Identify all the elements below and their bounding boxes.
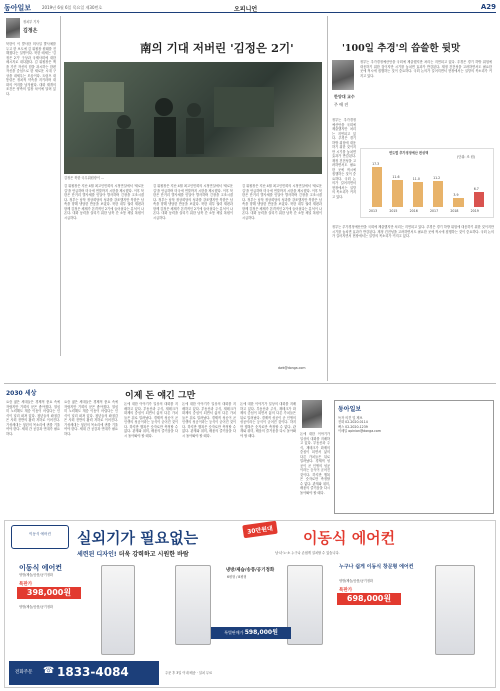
ad-model-1-unit xyxy=(101,565,135,655)
chart-data-label: 3.9 xyxy=(453,192,459,197)
lower-left-label: 2030 세상 xyxy=(6,390,37,397)
budget-chart xyxy=(360,148,494,218)
ad-phone-icon: ☎ xyxy=(43,666,55,676)
info-line-1: 독자 의견 및 제보 xyxy=(338,416,363,420)
chart-data-label: 11.0 xyxy=(412,176,420,181)
chart-bar xyxy=(474,192,484,207)
left-column-text: 북한이 이 발사한 미사일 발사체를 두고 한 보도에 김 위원장 원래를 전해졌다는 설명이다. 북한 매체는 '김정은 2기' 구상과 국제사회에 대한 메시지로 내다봤다. 김 위원장은 핵을 가진 자신의 힘을 과시하는 한편 자신을 중심으로 한 새로운 시대 구상을 내세우는 모습이다. 트럼프 대통령은 정치적 약속을 지키라며 대화의 여지를 남겨뒀다. 대화 재개의 조건은 양측의 입장 차이에 달려 있다. xyxy=(6,42,56,96)
ad-model-3-label: 특판가 xyxy=(339,588,353,593)
lower-column-photo xyxy=(302,400,322,428)
ad-model-2-label: 특별판매가 xyxy=(224,630,244,635)
right-column-text-b: 정부는 추가경정예산안을 국회에 제출했지만 처리는 지연되고 있다. 추경은 경기 하방 위험에 대응하기 위한 것이지만 시기를 놓치면 효과가 반감된다. 재정 건전성을 고려하면서도 필요한 곳에 적시에 집행하는 것이 중요하다. 국회 논의가 길어지면서 현장에서는 실망의 목소리가 커지고 있다. xyxy=(332,118,356,199)
chart-bar xyxy=(433,181,443,207)
ad-call-label: 전화주문 xyxy=(15,670,33,675)
lower-headline: 이제 돈 얘긴 그만 xyxy=(125,391,196,401)
chart-bar xyxy=(453,198,463,207)
ad-model-1-label: 특판가 xyxy=(19,582,33,587)
main-photo-caption: 김정은 북한 국무위원장이 ... xyxy=(64,176,104,180)
chart-tick-label: 2019 xyxy=(470,209,479,213)
paper-logo: 동아일보 xyxy=(4,4,32,12)
ad-model-3 xyxy=(335,561,493,659)
ad-model-2-price-row xyxy=(211,627,291,639)
info-line-3: 팩스 02-2020-1239 xyxy=(338,424,368,429)
ad-model-2-name: 냉방/제습/송풍/공기정화 xyxy=(225,568,275,573)
ad-model-2-price: 598,000원 xyxy=(244,629,278,636)
page-number: A29 xyxy=(480,3,496,11)
aircon-advertisement xyxy=(4,520,496,688)
ad-tagline-3: 남·녀·노·소 누구나 손쉽게 설치할 수 있습니다. xyxy=(275,551,340,555)
ad-model-1 xyxy=(9,561,165,659)
section-name: 오피니언 xyxy=(234,6,258,13)
main-body-col1: 김 위원장은 지난 4월 최고인민회의 시정연설에서 '새로운 길'을 언급하며 미국에 연말까지 시한을 제시했다. 이후 북한은 단거리 발사체를 잇달아 발사하며 긴장을 고조시켰다. 정부는 남북 정상회담의 성과를 강조했지만 북한은 남측을 향해 냉담한 반응을 보였다. 북한 내부 권력 재편과 함께 김정은 체제가 본격적인 2기에 들어섰다는 분석이 나온다. 대화 동력을 살리기 위한 남북 간 소통 채널 복원이 시급하다. xyxy=(64,184,144,220)
chart-plot-area xyxy=(367,161,489,207)
chart-data-label: 11.6 xyxy=(392,175,400,180)
info-line-2: 전화 02-2020-0114 xyxy=(338,420,368,425)
main-headline: 南의 기대 저버린 '김정은 2기' xyxy=(140,41,294,55)
ad-model-1-spec-2: 냉방/제습/송풍/공기정화 xyxy=(19,605,54,609)
ad-model-2 xyxy=(167,561,333,659)
chart-unit: (단위: 조 원) xyxy=(457,155,475,159)
lower-middle-text-d: 돈에 대한 이야기가 일상의 대화를 지배하고 있다. 부동산과 주식, 재테크가 화제의 중심이 되면서 삶의 다른 가치들은 뒤로 밀려났다. 경제적 성공이 곧 인생의 성공이라는 등식이 굳어진 것이다. 하지만 행복은 숫자로만 측정할 수 없다. 관계와 취미, 배움의 즐거움을 다시 돌아봐야 할 때다. xyxy=(300,432,330,495)
info-box xyxy=(334,400,494,514)
right-column-text-a: 정부는 추가경정예산안을 국회에 제출했지만 처리는 지연되고 있다. 추경은 경기 하방 위험에 대응하기 위한 것이지만 시기를 놓치면 효과가 반감된다. 재정 건전성을 고려하면서도 필요한 곳에 적시에 집행하는 것이 중요하다. 국회 논의가 길어지면서 현장에서는 실망의 목소리가 커지고 있다. xyxy=(360,60,492,78)
ad-model-1-price: 398,000원 xyxy=(17,587,81,599)
ad-product-title: 이동식 에어컨 xyxy=(303,529,396,547)
author-name-right: 주 애 진 xyxy=(334,102,349,107)
lower-left-text-a: 요즘 젊은 세대들은 경제적 풍요 속에 자랐지만 기회의 문은 좁아졌다. 열심히 노력해도 계층 이동이 어렵다는 인식이 널리 퍼져 있다. 청년들의 좌절감은 사회 전반의 활력 저하로 이어진다. 기성세대는 청년의 목소리에 귀를 기울여야 한다. 세대 간 공감과 연대가 필요하다. xyxy=(6,400,60,436)
ad-tagline xyxy=(77,549,189,558)
ad-model-2-unit-b xyxy=(287,565,323,645)
chart-data-label: 17.3 xyxy=(372,162,380,166)
chart-bar xyxy=(392,180,402,207)
ad-brand-logo xyxy=(11,525,69,549)
ad-price-badge: 30만원대 xyxy=(242,521,277,539)
chart-tick-label: 2013 xyxy=(369,209,378,213)
ad-brand-sub: 이동식 에어컨 xyxy=(29,532,51,536)
ad-phone-number[interactable]: 1833-4084 xyxy=(57,665,129,679)
chart-x-axis xyxy=(367,208,489,216)
author-name-left: 김정은 xyxy=(23,28,38,34)
main-body-col3: 김 위원장은 지난 4월 최고인민회의 시정연설에서 '새로운 길'을 언급하며 미국에 연말까지 시한을 제시했다. 이후 북한은 단거리 발사체를 잇달아 발사하며 긴장을 고조시켰다. 정부는 남북 정상회담의 성과를 강조했지만 북한은 남측을 향해 냉담한 반응을 보였다. 북한 내부 권력 재편과 함께 김정은 체제가 본격적인 2기에 들어섰다는 분석이 나온다. 대화 동력을 살리기 위한 남북 간 소통 채널 복원이 시급하다. xyxy=(242,184,322,220)
ad-order-bar xyxy=(9,661,159,685)
main-byline: dwk@donga.com xyxy=(278,366,306,370)
ad-model-1-name: 이동식 에어컨 xyxy=(19,564,63,572)
info-box-title: 동아일보 xyxy=(338,406,362,413)
ad-model-2-spec: 6평형 / 8평형 xyxy=(227,575,247,579)
ad-slogan: 실외기가 필요없는 xyxy=(77,529,199,547)
main-photo xyxy=(64,62,322,174)
chart-bar xyxy=(372,167,382,207)
chart-tick-label: 2017 xyxy=(430,209,439,213)
ad-model-3-name: 누구나 쉽게 이동식 창문형 에어컨 xyxy=(339,564,414,570)
chart-tick-label: 2016 xyxy=(409,209,418,213)
chart-data-label: 6.7 xyxy=(473,186,479,191)
lower-middle-text-b: 돈에 대한 이야기가 일상의 대화를 지배하고 있다. 부동산과 주식, 재테크가 화제의 중심이 되면서 삶의 다른 가치들은 뒤로 밀려났다. 경제적 성공이 곧 인생의 성공이라는 등식이 굳어진 것이다. 하지만 행복은 숫자로만 측정할 수 없다. 관계와 취미, 배움의 즐거움을 다시 돌아봐야 할 때다. xyxy=(182,402,236,438)
ad-model-1-spec: 냉방/제습/송풍/공기정화 xyxy=(19,573,54,577)
lower-middle-text-a: 돈에 대한 이야기가 일상의 대화를 지배하고 있다. 부동산과 주식, 재테크가 화제의 중심이 되면서 삶의 다른 가치들은 뒤로 밀려났다. 경제적 성공이 곧 인생의 성공이라는 등식이 굳어진 것이다. 하지만 행복은 숫자로만 측정할 수 없다. 관계와 취미, 배움의 즐거움을 다시 돌아봐야 할 때다. xyxy=(124,402,178,438)
ad-footer-note: 주문 후 3일 이내 배송 · 설치 무료 xyxy=(165,671,213,675)
meeting-photo-illustration xyxy=(64,62,322,174)
issue-date: 2019년 6월 6일 목요일 제30번호 xyxy=(42,5,103,10)
chart-tick-label: 2018 xyxy=(450,209,459,213)
author-title-right: 한양대 교수 xyxy=(334,94,355,99)
author-photo-left xyxy=(6,18,20,38)
chart-bar xyxy=(413,182,423,207)
lower-left-text-b: 요즘 젊은 세대들은 경제적 풍요 속에 자랐지만 기회의 문은 좁아졌다. 열심히 노력해도 계층 이동이 어렵다는 인식이 널리 퍼져 있다. 청년들의 좌절감은 사회 전반의 활력 저하로 이어진다. 기성세대는 청년의 목소리에 귀를 기울여야 한다. 세대 간 공감과 연대가 필요하다. xyxy=(64,400,118,436)
ad-model-3-unit xyxy=(435,565,475,655)
ad-model-2-unit-a xyxy=(175,565,211,645)
ad-tagline-2: 더욱 강력하고 시원한 바람 xyxy=(118,551,189,558)
info-line-4: 이메일 opinion@donga.com xyxy=(338,428,381,433)
chart-data-label: 11.2 xyxy=(433,176,441,181)
ad-model-3-spec: 냉방/제습/송풍/공기정화 xyxy=(339,579,374,583)
chart-title: 연도별 추가경정예산 편성액 xyxy=(389,151,429,155)
author-title-left: 정치부 기자 xyxy=(23,20,40,24)
ad-tagline-1: 세련된 디자인! xyxy=(77,551,119,558)
page-header xyxy=(4,3,496,13)
ad-model-3-price: 698,000원 xyxy=(337,593,401,605)
chart-tick-label: 2015 xyxy=(389,209,398,213)
author-photo-right xyxy=(332,60,354,90)
lower-middle-text-c: 돈에 대한 이야기가 일상의 대화를 지배하고 있다. 부동산과 주식, 재테크가 화제의 중심이 되면서 삶의 다른 가치들은 뒤로 밀려났다. 경제적 성공이 곧 인생의 성공이라는 등식이 굳어진 것이다. 하지만 행복은 숫자로만 측정할 수 없다. 관계와 취미, 배움의 즐거움을 다시 돌아봐야 할 때다. xyxy=(240,402,296,438)
main-body-col2: 김 위원장은 지난 4월 최고인민회의 시정연설에서 '새로운 길'을 언급하며 미국에 연말까지 시한을 제시했다. 이후 북한은 단거리 발사체를 잇달아 발사하며 긴장을 고조시켰다. 정부는 남북 정상회담의 성과를 강조했지만 북한은 남측을 향해 냉담한 반응을 보였다. 북한 내부 권력 재편과 함께 김정은 체제가 본격적인 2기에 들어섰다는 분석이 나온다. 대화 동력을 살리기 위한 남북 간 소통 채널 복원이 시급하다. xyxy=(153,184,233,220)
right-column-text-c: 정부는 추가경정예산안을 국회에 제출했지만 처리는 지연되고 있다. 추경은 경기 하방 위험에 대응하기 위한 것이지만 시기를 놓치면 효과가 반감된다. 재정 건전성을 고려하면서도 필요한 곳에 적시에 집행하는 것이 중요하다. 국회 논의가 길어지면서 현장에서는 실망의 목소리가 커지고 있다. xyxy=(332,225,494,238)
right-headline: '100일 추경'의 씁쓸한 뒷맛 xyxy=(342,43,461,54)
